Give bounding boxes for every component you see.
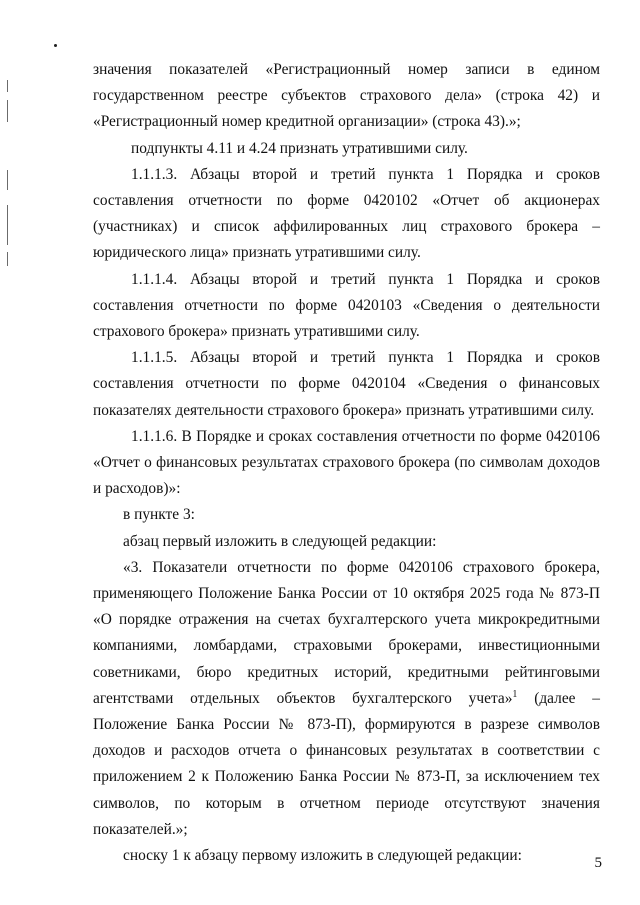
paragraph-1-1-1-6: 1.1.1.6. В Порядке и сроках составления отчетности по форме 0420106 «Отчет о финансовых результатах страхового брокера (по символам доходов и расходов)»: [93, 427, 600, 498]
quoted-text-after-footnote: (далее – Положение Банка России № 873-П), формируются в разрезе символов доходов и расходов отчета о финансовых результатах в соответствии с приложением 2 к Положению Банка России № 873-П, за исключением тех символов, по которым в отчетном периоде отсутствуют значения показателей.»; [93, 689, 600, 838]
paragraph-in-point-3: в пункте 3: [123, 506, 195, 524]
page-number: 5 [594, 855, 602, 871]
quoted-text-before-footnote: «3. Показатели отчетности по форме 0420106 страхового брокера, применяющего Положение Банка России от 10 октября 2025 года № 873-П «О порядке отражения на счетах бухгалтерского учета микрокредитными компаниями, ломбардами, страховыми брокерами, инвестиционными советниками, бюро кредитных историй, кредитными рейтинговыми агентствами отдельных объектов бухгалтерского учета» [93, 558, 600, 707]
margin-binding-mark [7, 252, 8, 266]
margin-binding-mark [7, 205, 8, 245]
paragraph-quoted-point-3 [93, 555, 600, 843]
paragraph-1-1-1-5: 1.1.1.5. Абзацы второй и третий пункта 1 Порядка и сроков составления отчетности по форме 0420104 «Сведения о финансовых показателях деятельности страхового брокера» признать утратившими силу. [93, 349, 600, 419]
paragraph-1-1-1-3: 1.1.1.3. Абзацы второй и третий пункта 1 Порядка и сроков составления отчетности по форме 0420102 «Отчет об акционерах (участниках) и список аффилированных лиц страхового брокера – юридического лица» признать утратившими силу. [93, 165, 600, 262]
paragraph-footnote-instruction: сноску 1 к абзацу первому изложить в следующей редакции: [123, 847, 522, 865]
margin-binding-mark [7, 170, 8, 190]
footnote-reference: 1 [512, 688, 518, 700]
document-body [93, 57, 600, 869]
paragraph-first-abzac: абзац первый изложить в следующей редакции: [123, 532, 437, 550]
margin-binding-mark [7, 80, 8, 92]
paragraph-1-1-1-4: 1.1.1.4. Абзацы второй и третий пункта 1 Порядка и сроков составления отчетности по форме 0420103 «Сведения о деятельности страхового брокера» признать утратившими силу. [93, 270, 600, 341]
paragraph-subpoints-void: подпункты 4.11 и 4.24 признать утратившими силу. [131, 139, 468, 157]
paragraph-continuation: значения показателей «Регистрационный номер записи в едином государственном реестре субъектов страхового дела» (строка 42) и «Регистрационный номер кредитной организации» (строка 43).»; [93, 61, 600, 131]
margin-binding-mark [7, 100, 8, 122]
scan-speck [54, 44, 57, 47]
